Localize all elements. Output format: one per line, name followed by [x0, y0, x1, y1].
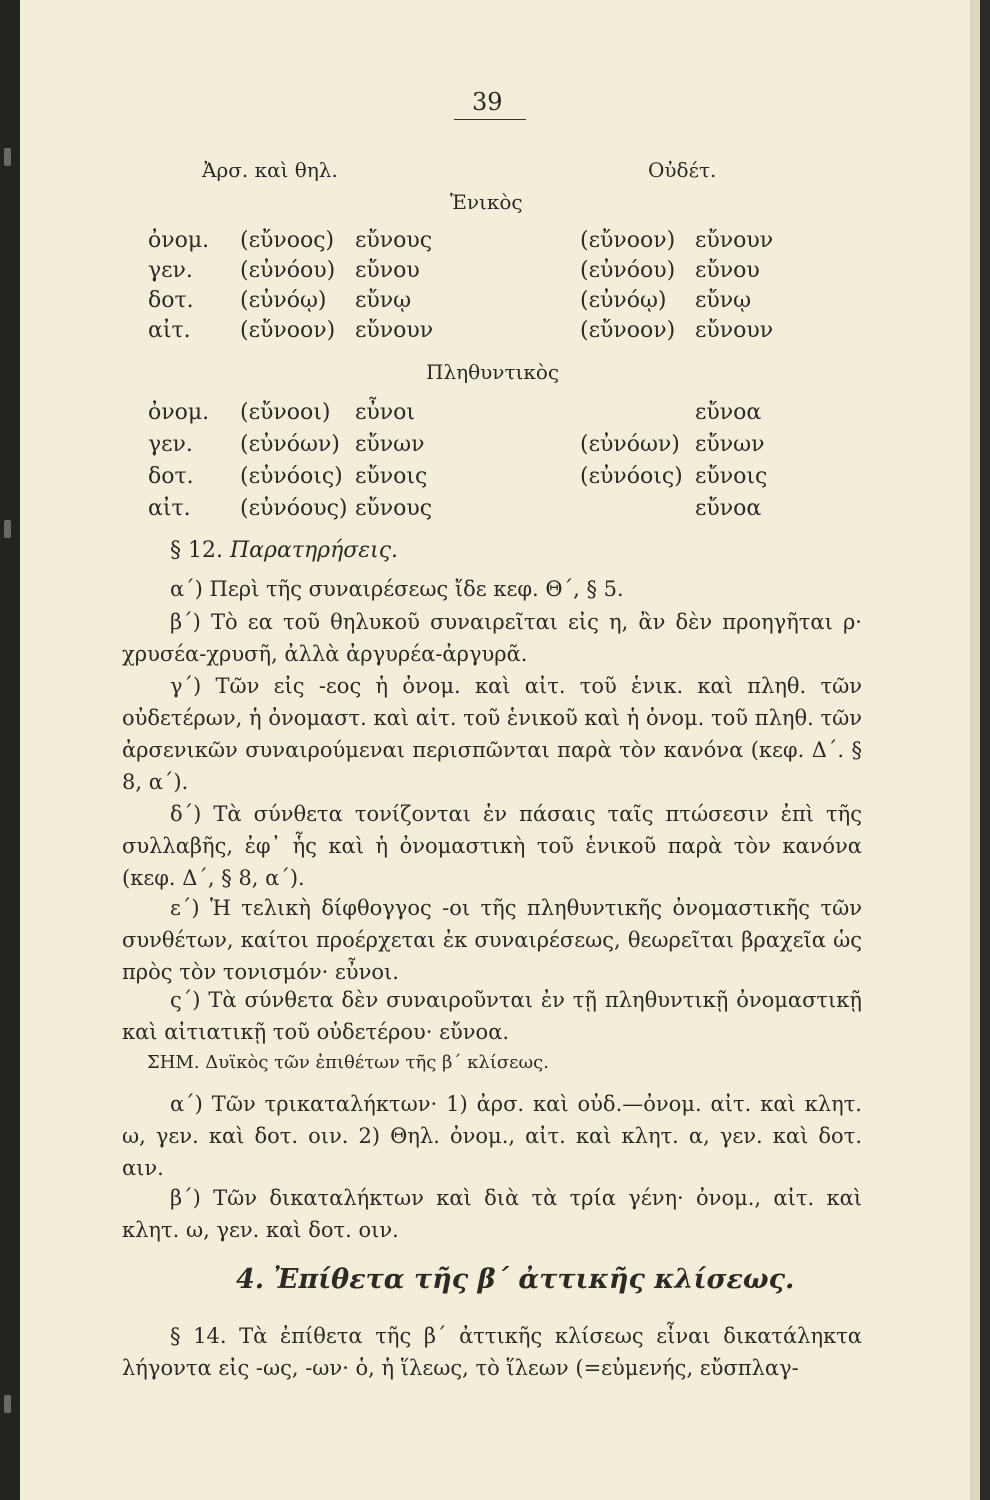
case-label: αἰτ.: [148, 318, 191, 343]
n-full-form: (εὔνοον): [580, 228, 676, 253]
note-paragraph: δ΄) Τὰ σύνθετα τονίζονται ἐν πάσαις ταῖς πτώσεσιν ἐπὶ τῆς συλλαβῆς, ἐφ᾽ ἧς καὶ ἡ ὀνομαστικὴ τοῦ ἑνικοῦ παρὰ τὸν κανόνα (κεφ. Δ΄, § 8, α΄).: [122, 802, 862, 890]
note-paragraph: β΄) Τὸ εα τοῦ θηλυκοῦ συναιρεῖται εἰς η, ἂν δὲν προηγῆται ρ· χρυσέα-χρυσῆ, ἀλλὰ ἀργυρέα-ἀργυρᾶ.: [122, 610, 862, 666]
case-label: δοτ.: [148, 288, 194, 313]
plural-heading: Πληθυντικὸς: [426, 360, 560, 384]
note-paragraph: ς΄) Τὰ σύνθετα δὲν συναιροῦνται ἐν τῇ πληθυντικῇ ὀνομαστικῇ καὶ αἰτιατικῇ τοῦ οὐδετέρου· εὔνοα.: [122, 988, 862, 1044]
n-full-form: (εὐνόῳ): [580, 288, 667, 313]
n-contracted-form: εὔνοα: [695, 496, 762, 521]
note-paragraph: γ΄) Τῶν εἰς -εος ἡ ὀνομ. καὶ αἰτ. τοῦ ἑνικ. καὶ πληθ. τῶν οὐδετέρων, ἡ ὀνομαστ. καὶ αἰτ. τοῦ ἑνικοῦ καὶ ἡ ὀνομ. τοῦ πληθ. τῶν ἀρσενικῶν συναιρούμεναι περισπῶνται παρὰ τὸν κανόνα (κεφ. Δ΄. § 8, α΄).: [122, 674, 862, 794]
note-paragraph: ε΄) Ἡ τελικὴ δίφθογγος -οι τῆς πληθυντικῆς ὀνομαστικῆς τῶν συνθέτων, καίτοι προέρχεται ἐκ συναιρέσεως, θεωρεῖται βραχεῖα ὡς πρὸς τὸν τονισμόν· εὖνοι.: [122, 896, 862, 984]
n-contracted-form: εὔνων: [695, 432, 765, 457]
section-number: § 12.: [170, 538, 223, 563]
n-full-form: (εὐνόων): [580, 432, 680, 457]
case-label: αἰτ.: [148, 496, 191, 521]
mf-contracted-form: εὔνους: [355, 496, 433, 521]
page-number-rule: [454, 119, 526, 120]
page-edge: [970, 0, 980, 1500]
n-contracted-form: εὔνῳ: [695, 288, 752, 313]
mf-contracted-form: εὔνους: [355, 228, 433, 253]
n-full-form: (εὐνόου): [580, 258, 676, 283]
case-label: γεν.: [148, 432, 193, 457]
note-sim-item: α΄) Τῶν τρικαταλήκτων· 1) ἀρσ. καὶ οὐδ.—ὀνομ. αἰτ. καὶ κλητ. ω, γεν. καὶ δοτ. οιν. 2) Θηλ. ὀνομ., αἰτ. καὶ κλητ. α, γεν. καὶ δοτ. αιν.: [122, 1092, 862, 1180]
mf-full-form: (εὔνοος): [240, 228, 335, 253]
case-label: ὀνομ.: [148, 400, 210, 425]
n-contracted-form: εὔνοα: [695, 400, 762, 425]
section-4-title: 4. Ἐπίθετα τῆς β΄ ἀττικῆς κλίσεως.: [236, 1264, 795, 1295]
mf-full-form: (εὐνόων): [240, 432, 340, 457]
mf-full-form: (εὔνοοι): [240, 400, 331, 425]
page-number: 39: [472, 88, 503, 116]
mf-contracted-form: εὔνοις: [355, 464, 428, 489]
header-masc-fem: Ἀρσ. καὶ θηλ.: [202, 158, 338, 182]
n-contracted-form: εὔνοις: [695, 464, 768, 489]
n-contracted-form: εὔνουν: [695, 228, 774, 253]
mf-contracted-form: εὔνου: [355, 258, 420, 283]
mf-contracted-form: εὖνοι: [355, 400, 416, 425]
section-12-heading: [170, 538, 398, 563]
case-label: γεν.: [148, 258, 193, 283]
section-14-text: § 14. Τὰ ἐπίθετα τῆς β΄ ἀττικῆς κλίσεως εἶναι δικατάληκτα λήγοντα εἰς -ως, -ων· ὁ, ἡ ἵλεως, τὸ ἵλεων (=εὐμενής, εὔσπλαγ-: [122, 1324, 862, 1380]
mf-contracted-form: εὔνουν: [355, 318, 434, 343]
singular-heading: Ἑνικὸς: [450, 190, 523, 214]
header-neuter: Οὐδέτ.: [648, 158, 717, 182]
binding-tab: [4, 148, 11, 166]
binding-tab: [4, 520, 11, 538]
mf-full-form: (εὐνόοις): [240, 464, 343, 489]
section-title: Παρατηρήσεις.: [229, 538, 399, 563]
mf-full-form: (εὐνόῳ): [240, 288, 327, 313]
mf-full-form: (εὐνόους): [240, 496, 348, 521]
mf-contracted-form: εὔνων: [355, 432, 425, 457]
case-label: ὀνομ.: [148, 228, 210, 253]
mf-full-form: (εὔνοον): [240, 318, 336, 343]
mf-full-form: (εὐνόου): [240, 258, 336, 283]
book-page: [20, 0, 980, 1500]
note-paragraph: α΄) Περὶ τῆς συναιρέσεως ἴδε κεφ. Θ΄, § 5.: [170, 577, 624, 601]
mf-contracted-form: εὔνῳ: [355, 288, 412, 313]
note-sim-item: β΄) Τῶν δικαταλήκτων καὶ διὰ τὰ τρία γένη· ὀνομ., αἰτ. καὶ κλητ. ω, γεν. καὶ δοτ. οιν.: [122, 1186, 862, 1242]
book-spine: [0, 0, 20, 1500]
n-full-form: (εὔνοον): [580, 318, 676, 343]
n-contracted-form: εὔνουν: [695, 318, 774, 343]
case-label: δοτ.: [148, 464, 194, 489]
n-contracted-form: εὔνου: [695, 258, 760, 283]
n-full-form: (εὐνόοις): [580, 464, 683, 489]
note-sim-heading: ΣΗΜ. Δυϊκὸς τῶν ἐπιθέτων τῆς β΄ κλίσεως.: [147, 1052, 549, 1073]
binding-tab: [4, 1395, 11, 1413]
